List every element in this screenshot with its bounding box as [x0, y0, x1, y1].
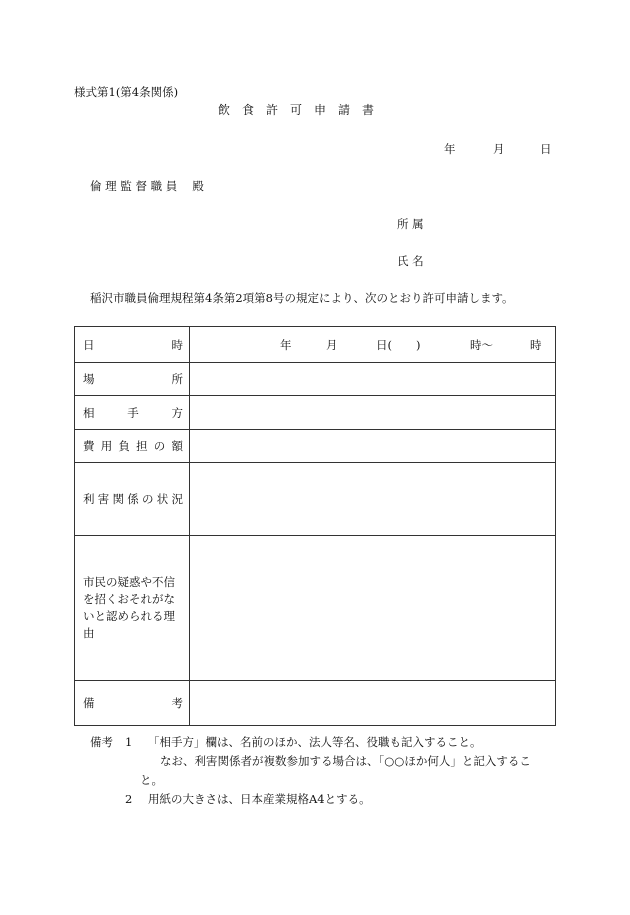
date-day-label: 日 [540, 142, 552, 156]
party-label-char: 相 [83, 405, 95, 420]
interest-field[interactable] [190, 463, 556, 536]
datetime-day-label: 日( [376, 337, 392, 352]
place-label [75, 363, 190, 396]
datetime-month-label: 月 [326, 337, 338, 352]
notes-heading: 備考 [90, 735, 113, 749]
table-row-datetime [75, 327, 556, 363]
table-row-interest [75, 463, 556, 536]
table-row-remarks [75, 681, 556, 726]
application-form-table [74, 326, 556, 726]
interest-label-char: 況 [171, 492, 183, 506]
datetime-weekday-close: ) [416, 337, 421, 352]
cost-label-char: 負 [118, 439, 130, 453]
note-1-text: 「相手方」欄は、名前のほか、法人等名、役職も記入すること。 [148, 735, 482, 749]
note-1-continuation-end: と。 [140, 773, 163, 787]
party-field[interactable] [190, 396, 556, 430]
cost-label-char: 担 [136, 439, 148, 453]
remarks-field[interactable] [190, 681, 556, 726]
intro-statement: 稲沢市職員倫理規程第4条第2項第8号の規定により、次のとおり許可申請します。 [90, 291, 514, 305]
remarks-label-char: 備 [83, 696, 95, 710]
table-row-party [75, 396, 556, 430]
datetime-from-label: 時〜 [470, 337, 493, 352]
place-field[interactable] [190, 363, 556, 396]
document-title: 飲 食 許 可 申 請 書 [218, 103, 375, 117]
cost-label-char: 額 [171, 439, 183, 453]
place-label-char: 場 [83, 372, 95, 386]
party-label-char: 方 [171, 405, 183, 420]
datetime-label [75, 327, 190, 363]
table-row-reason [75, 536, 556, 681]
interest-label [75, 463, 190, 536]
interest-label-char: 害 [97, 492, 110, 506]
applicant-name-label: 氏 名 [397, 254, 424, 268]
cost-field[interactable] [190, 430, 556, 463]
table-row-place [75, 363, 556, 396]
datetime-field[interactable] [190, 327, 556, 363]
party-label-char: 手 [127, 405, 139, 420]
note-2-text: 用紙の大きさは、日本産業規格A4とする。 [148, 792, 371, 806]
note-2-number: 2 [125, 792, 133, 806]
interest-label-char: 関 [112, 492, 124, 506]
datetime-label-char: 時 [171, 337, 183, 352]
cost-label-char: 費 [83, 439, 95, 453]
table-row-cost [75, 430, 556, 463]
reason-label [75, 536, 190, 681]
reason-field[interactable] [190, 536, 556, 681]
cost-label-char: の [153, 439, 166, 453]
form-reference: 様式第1(第4条関係) [74, 85, 179, 99]
interest-label-char: の [142, 492, 154, 506]
remarks-label [75, 681, 190, 726]
affiliation-label: 所 属 [397, 217, 424, 231]
party-label [75, 396, 190, 430]
remarks-label-char: 考 [171, 696, 183, 710]
datetime-label-char: 日 [83, 337, 95, 352]
datetime-to-label: 時 [530, 337, 542, 352]
addressee: 倫 理 監 督 職 員 殿 [90, 179, 204, 193]
reason-label-text: 市民の疑惑や不信を招くおそれがないと認められる理由 [83, 575, 175, 640]
note-1-continuation: なお、利害関係者が複数参加する場合は、「○○ほか何人」と記入するこ [160, 754, 531, 768]
interest-label-char: 利 [83, 492, 95, 506]
cost-label [75, 430, 190, 463]
interest-label-char: 状 [156, 492, 169, 506]
cost-label-char: 用 [100, 439, 113, 453]
interest-label-char: 係 [127, 492, 139, 506]
datetime-year-label: 年 [280, 337, 292, 352]
place-label-char: 所 [171, 372, 183, 386]
date-year-label: 年 [444, 142, 456, 156]
note-1-number: 1 [125, 735, 133, 749]
date-month-label: 月 [493, 142, 505, 156]
